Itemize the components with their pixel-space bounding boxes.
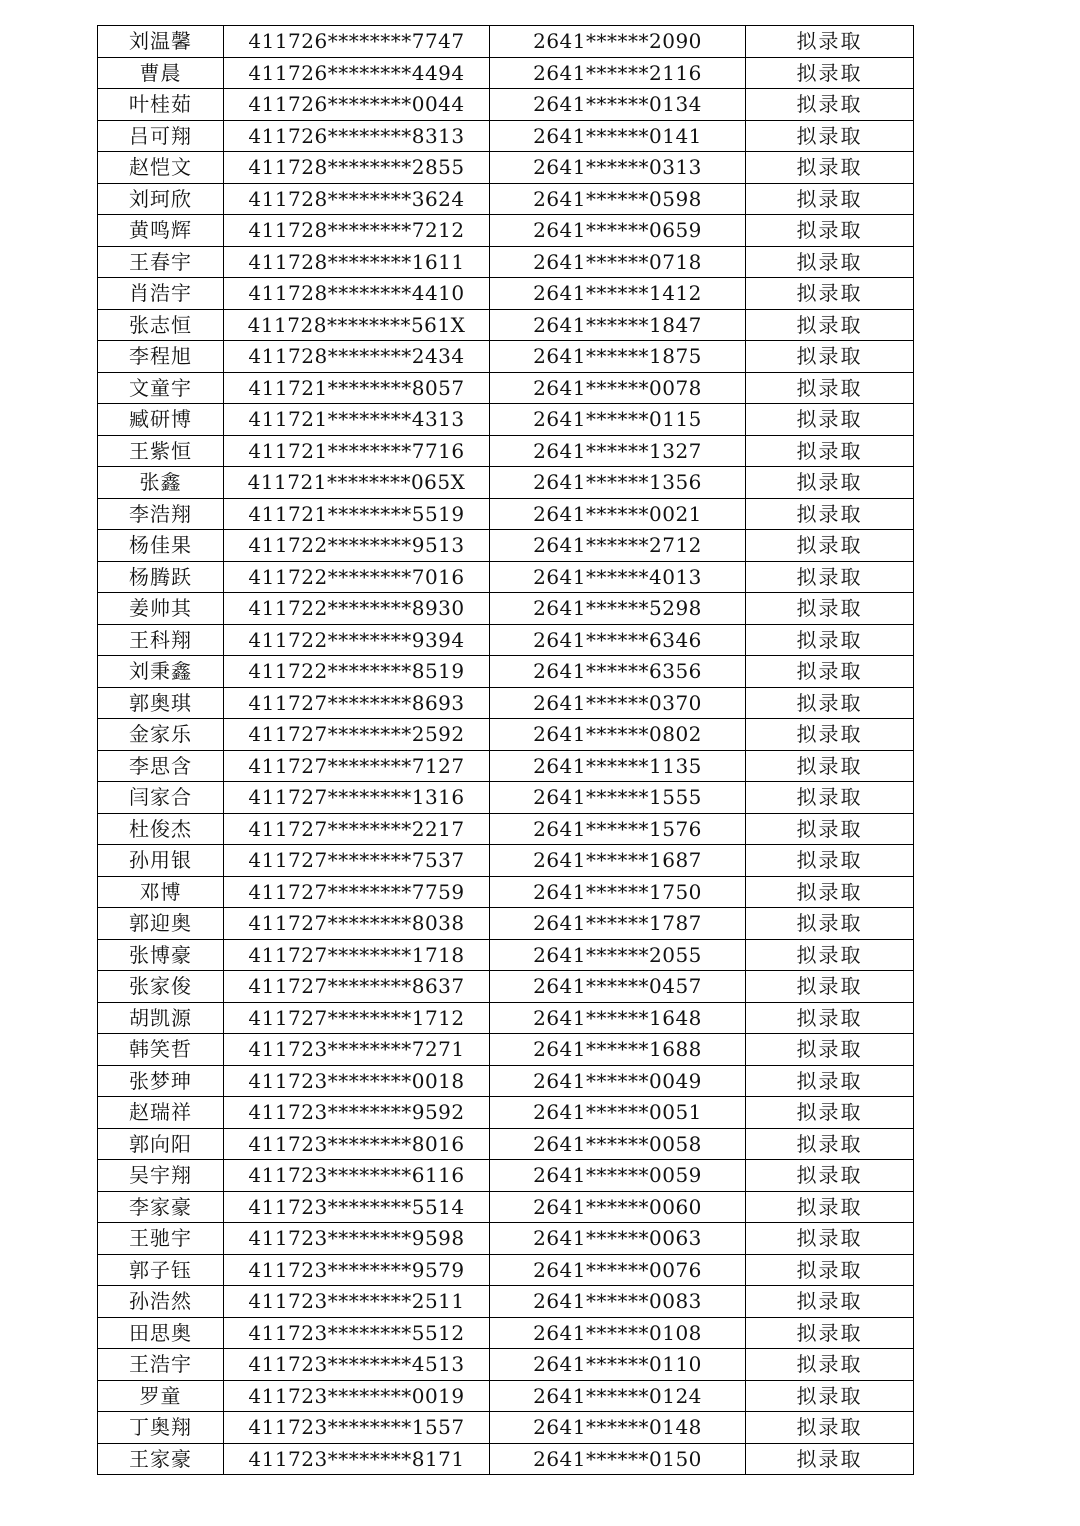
status-cell: 拟录取 — [746, 971, 914, 1003]
id-number-cell: 411728********4410 — [224, 278, 490, 310]
id-number-cell: 411723********2511 — [224, 1286, 490, 1318]
exam-number-cell: 2641******0076 — [490, 1254, 746, 1286]
table-row — [98, 1097, 914, 1129]
id-number-cell: 411721********8057 — [224, 372, 490, 404]
id-number-cell: 411723********8016 — [224, 1128, 490, 1160]
id-number-cell: 411726********0044 — [224, 89, 490, 121]
status-cell: 拟录取 — [746, 530, 914, 562]
status-cell: 拟录取 — [746, 1128, 914, 1160]
exam-number-cell: 2641******1356 — [490, 467, 746, 499]
name-cell: 李思含 — [98, 750, 224, 782]
name-cell: 曹晨 — [98, 57, 224, 89]
table-row — [98, 1412, 914, 1444]
exam-number-cell: 2641******2712 — [490, 530, 746, 562]
table-row — [98, 782, 914, 814]
status-cell: 拟录取 — [746, 1254, 914, 1286]
status-cell: 拟录取 — [746, 183, 914, 215]
status-cell: 拟录取 — [746, 561, 914, 593]
exam-number-cell: 2641******1688 — [490, 1034, 746, 1066]
id-number-cell: 411723********9579 — [224, 1254, 490, 1286]
name-cell: 邓博 — [98, 876, 224, 908]
id-number-cell: 411727********7537 — [224, 845, 490, 877]
name-cell: 金家乐 — [98, 719, 224, 751]
table-row — [98, 624, 914, 656]
name-cell: 杜俊杰 — [98, 813, 224, 845]
name-cell: 吴宇翔 — [98, 1160, 224, 1192]
table-row — [98, 246, 914, 278]
table-row — [98, 215, 914, 247]
table-row — [98, 1223, 914, 1255]
status-cell: 拟录取 — [746, 1191, 914, 1223]
exam-number-cell: 2641******0802 — [490, 719, 746, 751]
table-row — [98, 876, 914, 908]
id-number-cell: 411727********1718 — [224, 939, 490, 971]
exam-number-cell: 2641******0058 — [490, 1128, 746, 1160]
status-cell: 拟录取 — [746, 498, 914, 530]
id-number-cell: 411728********3624 — [224, 183, 490, 215]
name-cell: 刘温馨 — [98, 26, 224, 58]
name-cell: 黄鸣辉 — [98, 215, 224, 247]
name-cell: 王驰宇 — [98, 1223, 224, 1255]
status-cell: 拟录取 — [746, 1349, 914, 1381]
exam-number-cell: 2641******1135 — [490, 750, 746, 782]
id-number-cell: 411727********7759 — [224, 876, 490, 908]
exam-number-cell: 2641******0313 — [490, 152, 746, 184]
id-number-cell: 411723********8171 — [224, 1443, 490, 1475]
status-cell: 拟录取 — [746, 1002, 914, 1034]
roster-table-body — [98, 26, 914, 1475]
id-number-cell: 411726********7747 — [224, 26, 490, 58]
status-cell: 拟录取 — [746, 719, 914, 751]
id-number-cell: 411723********9592 — [224, 1097, 490, 1129]
id-number-cell: 411722********8930 — [224, 593, 490, 625]
exam-number-cell: 2641******0049 — [490, 1065, 746, 1097]
exam-number-cell: 2641******0059 — [490, 1160, 746, 1192]
exam-number-cell: 2641******0060 — [490, 1191, 746, 1223]
status-cell: 拟录取 — [746, 435, 914, 467]
name-cell: 刘秉鑫 — [98, 656, 224, 688]
name-cell: 张鑫 — [98, 467, 224, 499]
exam-number-cell: 2641******0659 — [490, 215, 746, 247]
status-cell: 拟录取 — [746, 782, 914, 814]
table-row — [98, 372, 914, 404]
table-row — [98, 1286, 914, 1318]
name-cell: 吕可翔 — [98, 120, 224, 152]
name-cell: 王科翔 — [98, 624, 224, 656]
table-row — [98, 404, 914, 436]
id-number-cell: 411727********8637 — [224, 971, 490, 1003]
table-row — [98, 435, 914, 467]
name-cell: 李家豪 — [98, 1191, 224, 1223]
table-row — [98, 656, 914, 688]
id-number-cell: 411728********2434 — [224, 341, 490, 373]
name-cell: 王紫恒 — [98, 435, 224, 467]
table-row — [98, 183, 914, 215]
exam-number-cell: 2641******5298 — [490, 593, 746, 625]
table-row — [98, 561, 914, 593]
name-cell: 田思奥 — [98, 1317, 224, 1349]
exam-number-cell: 2641******1327 — [490, 435, 746, 467]
name-cell: 罗童 — [98, 1380, 224, 1412]
table-row — [98, 89, 914, 121]
name-cell: 叶桂茹 — [98, 89, 224, 121]
table-row — [98, 26, 914, 58]
exam-number-cell: 2641******0083 — [490, 1286, 746, 1318]
id-number-cell: 411726********8313 — [224, 120, 490, 152]
exam-number-cell: 2641******0021 — [490, 498, 746, 530]
exam-number-cell: 2641******2116 — [490, 57, 746, 89]
status-cell: 拟录取 — [746, 1317, 914, 1349]
status-cell: 拟录取 — [746, 1223, 914, 1255]
status-cell: 拟录取 — [746, 246, 914, 278]
admission-roster-table — [97, 25, 914, 1475]
name-cell: 王家豪 — [98, 1443, 224, 1475]
status-cell: 拟录取 — [746, 57, 914, 89]
name-cell: 张志恒 — [98, 309, 224, 341]
id-number-cell: 411728********1611 — [224, 246, 490, 278]
status-cell: 拟录取 — [746, 1443, 914, 1475]
exam-number-cell: 2641******0148 — [490, 1412, 746, 1444]
table-row — [98, 467, 914, 499]
status-cell: 拟录取 — [746, 656, 914, 688]
id-number-cell: 411721********065X — [224, 467, 490, 499]
status-cell: 拟录取 — [746, 845, 914, 877]
table-row — [98, 845, 914, 877]
table-row — [98, 939, 914, 971]
id-number-cell: 411727********1316 — [224, 782, 490, 814]
status-cell: 拟录取 — [746, 624, 914, 656]
id-number-cell: 411728********7212 — [224, 215, 490, 247]
exam-number-cell: 2641******0078 — [490, 372, 746, 404]
id-number-cell: 411727********2592 — [224, 719, 490, 751]
status-cell: 拟录取 — [746, 750, 914, 782]
table-row — [98, 1128, 914, 1160]
id-number-cell: 411721********5519 — [224, 498, 490, 530]
status-cell: 拟录取 — [746, 1097, 914, 1129]
exam-number-cell: 2641******0134 — [490, 89, 746, 121]
exam-number-cell: 2641******0108 — [490, 1317, 746, 1349]
table-row — [98, 971, 914, 1003]
id-number-cell: 411728********2855 — [224, 152, 490, 184]
id-number-cell: 411727********8693 — [224, 687, 490, 719]
name-cell: 郭奥琪 — [98, 687, 224, 719]
id-number-cell: 411723********6116 — [224, 1160, 490, 1192]
table-row — [98, 813, 914, 845]
table-row — [98, 1254, 914, 1286]
exam-number-cell: 2641******0150 — [490, 1443, 746, 1475]
table-row — [98, 57, 914, 89]
table-row — [98, 687, 914, 719]
status-cell: 拟录取 — [746, 26, 914, 58]
exam-number-cell: 2641******1648 — [490, 1002, 746, 1034]
status-cell: 拟录取 — [746, 215, 914, 247]
name-cell: 文童宇 — [98, 372, 224, 404]
table-row — [98, 1349, 914, 1381]
name-cell: 丁奥翔 — [98, 1412, 224, 1444]
status-cell: 拟录取 — [746, 1286, 914, 1318]
status-cell: 拟录取 — [746, 341, 914, 373]
name-cell: 郭向阳 — [98, 1128, 224, 1160]
exam-number-cell: 2641******1555 — [490, 782, 746, 814]
id-number-cell: 411721********4313 — [224, 404, 490, 436]
status-cell: 拟录取 — [746, 309, 914, 341]
table-row — [98, 1380, 914, 1412]
table-row — [98, 719, 914, 751]
status-cell: 拟录取 — [746, 120, 914, 152]
name-cell: 王春宇 — [98, 246, 224, 278]
table-row — [98, 498, 914, 530]
table-row — [98, 530, 914, 562]
id-number-cell: 411722********9394 — [224, 624, 490, 656]
id-number-cell: 411723********5514 — [224, 1191, 490, 1223]
id-number-cell: 411727********1712 — [224, 1002, 490, 1034]
id-number-cell: 411728********561X — [224, 309, 490, 341]
exam-number-cell: 2641******1576 — [490, 813, 746, 845]
status-cell: 拟录取 — [746, 908, 914, 940]
status-cell: 拟录取 — [746, 372, 914, 404]
status-cell: 拟录取 — [746, 278, 914, 310]
exam-number-cell: 2641******2055 — [490, 939, 746, 971]
name-cell: 杨腾跃 — [98, 561, 224, 593]
table-row — [98, 152, 914, 184]
exam-number-cell: 2641******0718 — [490, 246, 746, 278]
exam-number-cell: 2641******6356 — [490, 656, 746, 688]
table-row — [98, 750, 914, 782]
status-cell: 拟录取 — [746, 1160, 914, 1192]
id-number-cell: 411722********7016 — [224, 561, 490, 593]
status-cell: 拟录取 — [746, 939, 914, 971]
name-cell: 王浩宇 — [98, 1349, 224, 1381]
table-row — [98, 1065, 914, 1097]
table-row — [98, 1191, 914, 1223]
name-cell: 闫家合 — [98, 782, 224, 814]
exam-number-cell: 2641******1875 — [490, 341, 746, 373]
status-cell: 拟录取 — [746, 89, 914, 121]
exam-number-cell: 2641******2090 — [490, 26, 746, 58]
exam-number-cell: 2641******0457 — [490, 971, 746, 1003]
status-cell: 拟录取 — [746, 687, 914, 719]
status-cell: 拟录取 — [746, 1412, 914, 1444]
name-cell: 臧研博 — [98, 404, 224, 436]
name-cell: 李程旭 — [98, 341, 224, 373]
name-cell: 刘珂欣 — [98, 183, 224, 215]
table-row — [98, 278, 914, 310]
exam-number-cell: 2641******1847 — [490, 309, 746, 341]
name-cell: 赵瑞祥 — [98, 1097, 224, 1129]
table-row — [98, 309, 914, 341]
name-cell: 李浩翔 — [98, 498, 224, 530]
name-cell: 肖浩宇 — [98, 278, 224, 310]
name-cell: 姜帅其 — [98, 593, 224, 625]
id-number-cell: 411723********9598 — [224, 1223, 490, 1255]
table-row — [98, 593, 914, 625]
exam-number-cell: 2641******0063 — [490, 1223, 746, 1255]
exam-number-cell: 2641******0115 — [490, 404, 746, 436]
status-cell: 拟录取 — [746, 152, 914, 184]
exam-number-cell: 2641******4013 — [490, 561, 746, 593]
name-cell: 赵恺文 — [98, 152, 224, 184]
name-cell: 张梦珅 — [98, 1065, 224, 1097]
status-cell: 拟录取 — [746, 593, 914, 625]
exam-number-cell: 2641******1787 — [490, 908, 746, 940]
exam-number-cell: 2641******6346 — [490, 624, 746, 656]
id-number-cell: 411723********4513 — [224, 1349, 490, 1381]
name-cell: 孙浩然 — [98, 1286, 224, 1318]
name-cell: 杨佳果 — [98, 530, 224, 562]
name-cell: 孙用银 — [98, 845, 224, 877]
id-number-cell: 411723********0019 — [224, 1380, 490, 1412]
name-cell: 张家俊 — [98, 971, 224, 1003]
exam-number-cell: 2641******0051 — [490, 1097, 746, 1129]
status-cell: 拟录取 — [746, 404, 914, 436]
id-number-cell: 411721********7716 — [224, 435, 490, 467]
name-cell: 张博豪 — [98, 939, 224, 971]
table-row — [98, 1443, 914, 1475]
exam-number-cell: 2641******0110 — [490, 1349, 746, 1381]
exam-number-cell: 2641******0141 — [490, 120, 746, 152]
name-cell: 胡凯源 — [98, 1002, 224, 1034]
status-cell: 拟录取 — [746, 1065, 914, 1097]
table-row — [98, 341, 914, 373]
exam-number-cell: 2641******0598 — [490, 183, 746, 215]
name-cell: 郭迎奥 — [98, 908, 224, 940]
id-number-cell: 411723********0018 — [224, 1065, 490, 1097]
id-number-cell: 411723********5512 — [224, 1317, 490, 1349]
table-row — [98, 1002, 914, 1034]
table-row — [98, 1160, 914, 1192]
exam-number-cell: 2641******0124 — [490, 1380, 746, 1412]
status-cell: 拟录取 — [746, 813, 914, 845]
id-number-cell: 411727********2217 — [224, 813, 490, 845]
exam-number-cell: 2641******1687 — [490, 845, 746, 877]
exam-number-cell: 2641******1412 — [490, 278, 746, 310]
status-cell: 拟录取 — [746, 1380, 914, 1412]
status-cell: 拟录取 — [746, 1034, 914, 1066]
id-number-cell: 411722********8519 — [224, 656, 490, 688]
status-cell: 拟录取 — [746, 467, 914, 499]
name-cell: 郭子钰 — [98, 1254, 224, 1286]
id-number-cell: 411727********7127 — [224, 750, 490, 782]
exam-number-cell: 2641******1750 — [490, 876, 746, 908]
id-number-cell: 411726********4494 — [224, 57, 490, 89]
name-cell: 韩笑哲 — [98, 1034, 224, 1066]
id-number-cell: 411727********8038 — [224, 908, 490, 940]
exam-number-cell: 2641******0370 — [490, 687, 746, 719]
status-cell: 拟录取 — [746, 876, 914, 908]
id-number-cell: 411723********7271 — [224, 1034, 490, 1066]
id-number-cell: 411722********9513 — [224, 530, 490, 562]
table-row — [98, 120, 914, 152]
id-number-cell: 411723********1557 — [224, 1412, 490, 1444]
table-row — [98, 1317, 914, 1349]
table-row — [98, 1034, 914, 1066]
table-row — [98, 908, 914, 940]
